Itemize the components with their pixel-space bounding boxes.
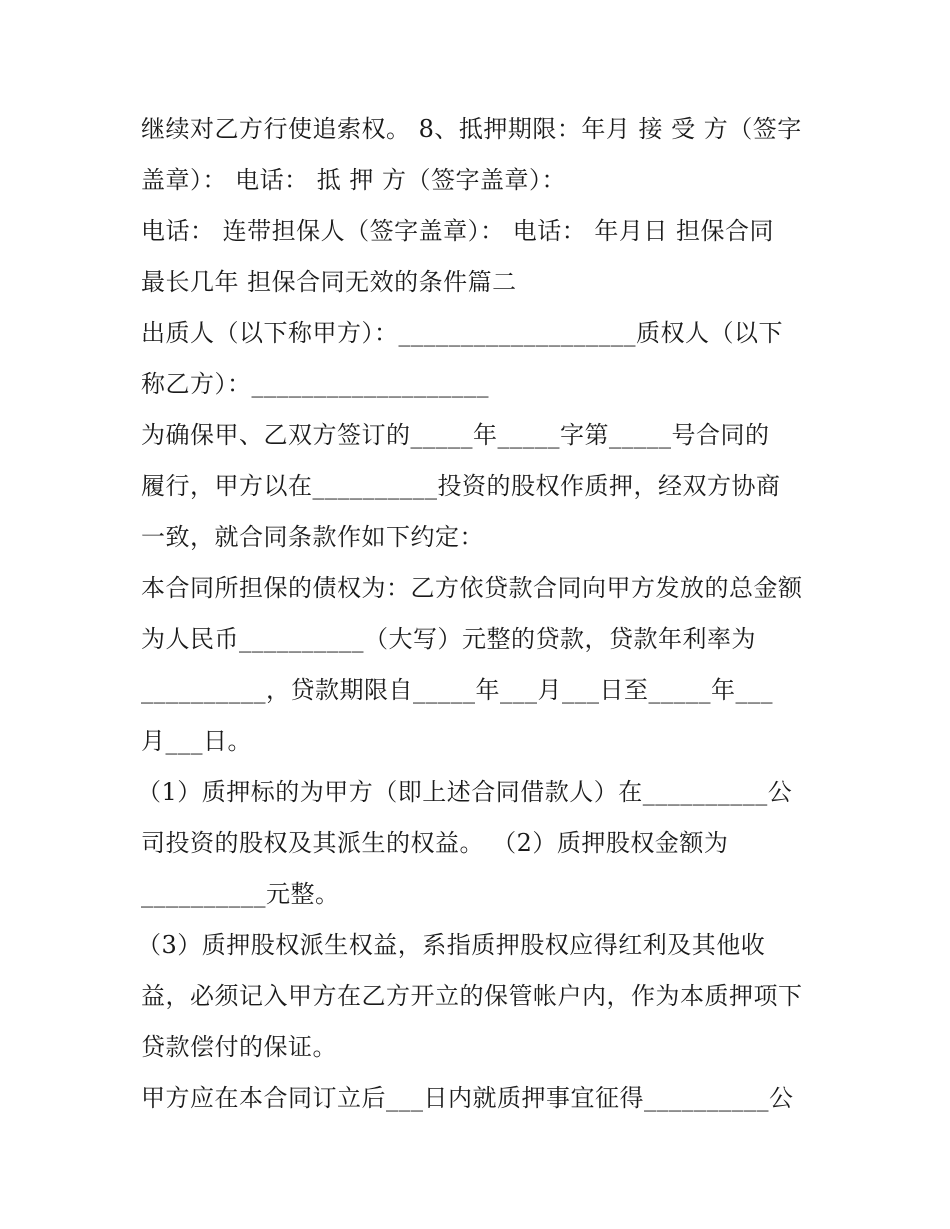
text-line: 甲方应在本合同订立后___日内就质押事宜征得__________公 [141, 1084, 794, 1112]
text-line: __________，贷款期限自_____年___月___日至_____年___ [141, 676, 773, 704]
text-line: 电话： 连带担保人（签字盖章）： 电话： 年月日 担保合同 [141, 217, 775, 245]
text-line: 为确保甲、乙双方签订的_____年_____字第_____号合同的 [141, 421, 770, 449]
text-line: 一致，就合同条款作如下约定： [141, 523, 484, 551]
text-line: 继续对乙方行使追索权。 8、抵押期限：年月 接 受 方（签字 [141, 115, 802, 143]
text-line: 月___日。 [141, 727, 252, 755]
text-line: （1）质押标的为甲方（即上述合同借款人）在__________公 [137, 778, 793, 806]
text-line: 本合同所担保的债权为：乙方依贷款合同向甲方发放的总金额 [141, 574, 803, 602]
text-line: 为人民币__________（大写）元整的贷款，贷款年利率为 [141, 625, 756, 653]
text-line: （3）质押股权派生权益，系指质押股权应得红利及其他收 [137, 931, 766, 959]
text-line: __________元整。 [141, 880, 340, 908]
text-line: 出质人（以下称甲方）：___________________质权人（以下 [141, 319, 783, 347]
section-heading: 最长几年 担保合同无效的条件篇二 [141, 268, 517, 296]
text-line: 司投资的股权及其派生的权益。 （2）质押股权金额为 [141, 829, 729, 857]
text-line: 称乙方）：___________________ [141, 370, 489, 398]
text-line: 履行，甲方以在__________投资的股权作质押，经双方协商 [141, 472, 781, 500]
text-line: 贷款偿付的保证。 [141, 1033, 337, 1061]
text-line: 益，必须记入甲方在乙方开立的保管帐户内，作为本质押项下 [141, 982, 803, 1010]
text-line: 盖章）： 电话： 抵 押 方（签字盖章）： [141, 166, 567, 194]
